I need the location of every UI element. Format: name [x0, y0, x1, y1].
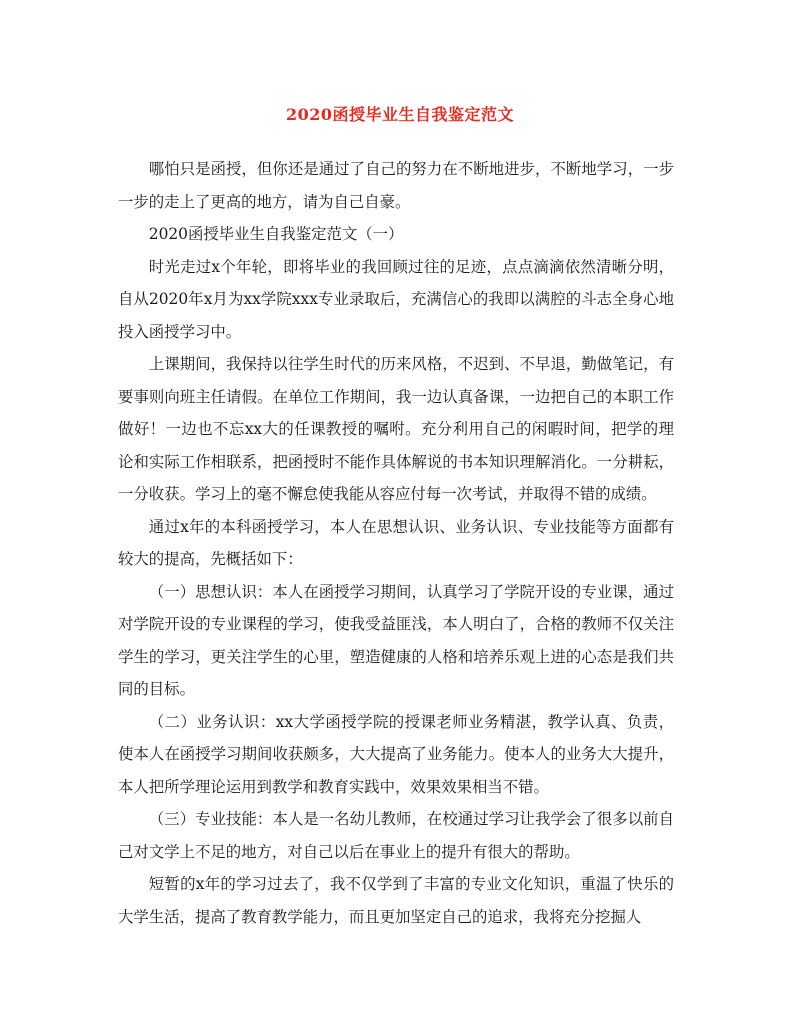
paragraph: 通过x年的本科函授学习，本人在思想认识、业务认识、专业技能等方面都有较大的提高，先概括如下：	[118, 517, 674, 568]
list-item-business: （二）业务认识：xx大学函授学院的授课老师业务精湛，教学认真、负责，使本人在函授学习期间收获颇多，大大提高了业务能力。使本人的业务大大提升，本人把所学理论运用到教学和教育实践中，效果效果相当不错。	[118, 712, 674, 796]
paragraph: 上课期间，我保持以往学生时代的历来风格，不迟到、不早退，勤做笔记，有要事则向班主任请假。在单位工作期间，我一边认真备课，一边把自己的本职工作做好！一边也不忘xx大的任课教授的嘱咐。充分利用自己的闲暇时间，把学的理论和实际工作相联系，把函授时不能作具体解说的书本知识理解消化。一分耕耘，一分收获。学习上的毫不懈怠使我能从容应付每一次考试，并取得不错的成绩。	[118, 355, 674, 503]
document-title: 2020函授毕业生自我鉴定范文	[285, 105, 515, 124]
list-item-ideology: （一）思想认识：本人在函授学习期间，认真学习了学院开设的专业课，通过对学院开设的专业课程的学习，使我受益匪浅，本人明白了，合格的教师不仅关注学生的学习，更关注学生的心里，塑造健康的人格和培养乐观上进的心态是我们共同的目标。	[118, 582, 674, 698]
paragraph: 时光走过x个年轮，即将毕业的我回顾过往的足迹，点点滴滴依然清晰分明，自从2020年x月为xx学院xxx专业录取后，充满信心的我即以满腔的斗志全身心地投入函授学习中。	[118, 257, 674, 341]
intro-paragraph: 哪怕只是函授，但你还是通过了自己的努力在不断地进步，不断地学习，一步一步的走上了更高的地方，请为自己自豪。	[118, 160, 674, 211]
list-item-skills: （三）专业技能：本人是一名幼儿教师，在校通过学习让我学会了很多以前自己对文学上不足的地方，对自己以后在事业上的提升有很大的帮助。	[118, 810, 674, 861]
section-heading: 2020函授毕业生自我鉴定范文（一）	[148, 225, 404, 243]
document-body	[118, 153, 674, 933]
paragraph: 短暂的x年的学习过去了，我不仅学到了丰富的专业文化知识，重温了快乐的大学生活，提高了教育教学能力，而且更加坚定自己的追求，我将充分挖掘人	[118, 875, 674, 926]
